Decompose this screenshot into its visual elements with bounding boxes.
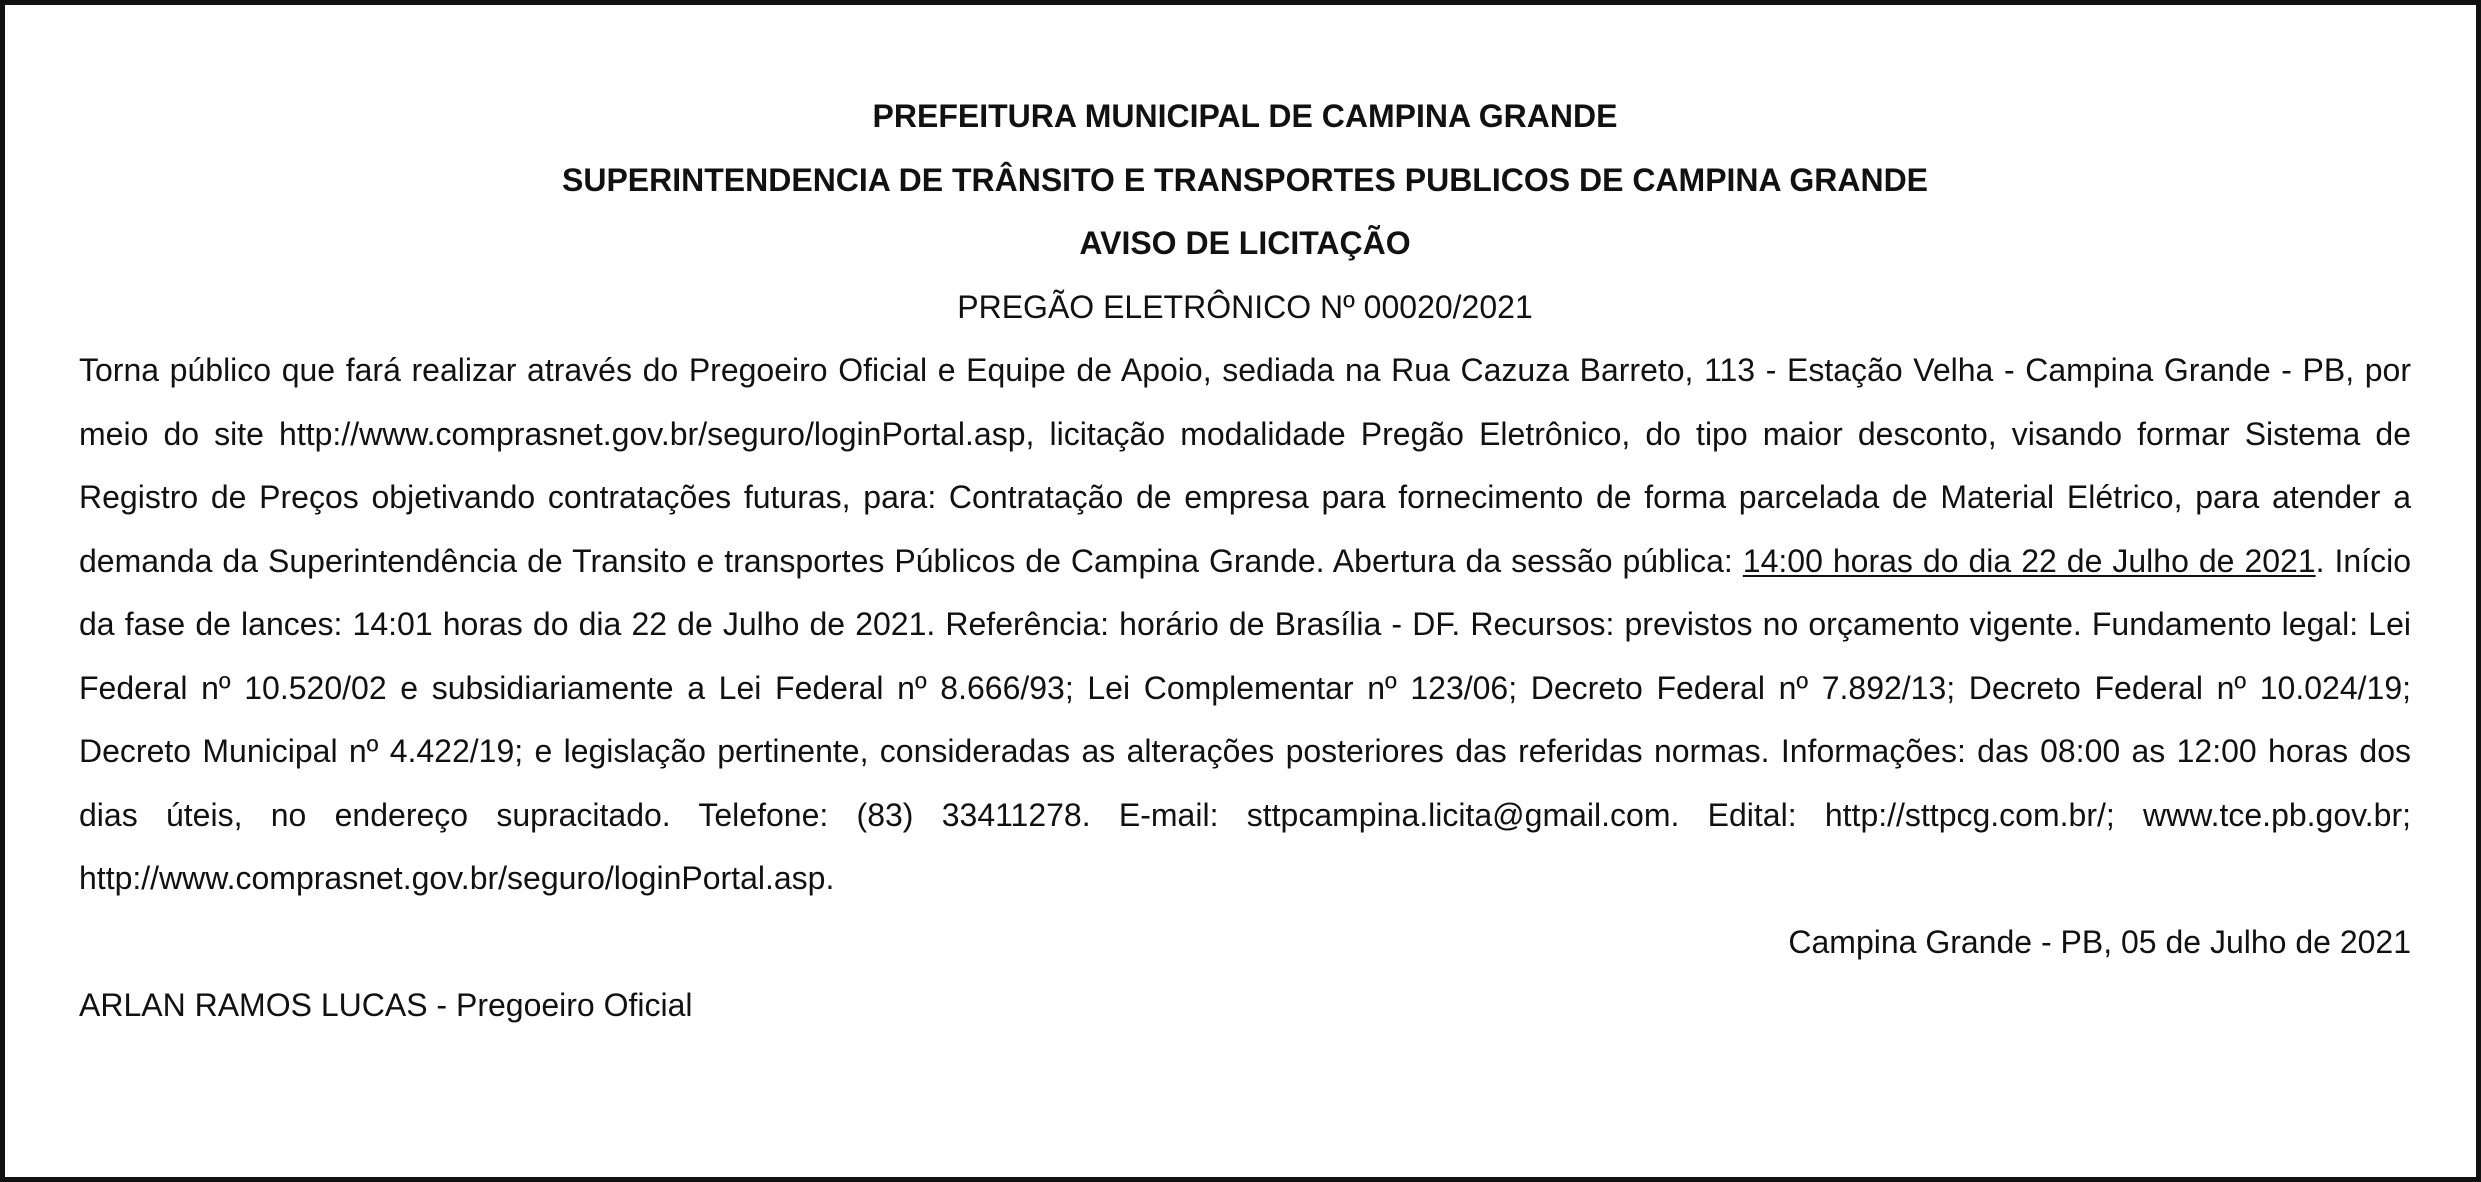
place-date: Campina Grande - PB, 05 de Julho de 2021 — [1788, 923, 2411, 960]
notice-body — [79, 339, 2411, 911]
body-text-part1: Torna público que fará realizar através do Pregoeiro Oficial e Equipe de Apoio, sediada na Rua Cazuza Barreto, 113 - Estação Velha - Campina Grande - PB, por meio do site http://www.comprasnet.gov.br/seguro/loginPortal.asp, licitação modalidade Pregão Eletrônico, do tipo maior desconto, visando formar Sistema de Registro de Preços objetivando contratações futuras, para: Contratação de empresa para fornecimento de forma parcelada de Material Elétrico, para atender a demanda da Superintendência de Transito e transportes Públicos de Campina Grande. Abertura da sessão pública: — [79, 352, 2411, 579]
notice-content — [79, 85, 2411, 1038]
body-text-part2: . Início da fase de lances: 14:01 horas do dia 22 de Julho de 2021. Referência: horário de Brasília - DF. Recursos: previstos no orçamento vigente. Fundamento legal: Lei Federal nº 10.520/02 e subsidiariamente a Lei Federal nº 8.666/93; Lei Complementar nº 123/06; Decreto Federal nº 7.892/13; Decreto Federal nº 10.024/19; Decreto Municipal nº 4.422/19; e legislação pertinente, consideradas as alterações posteriores das referidas normas. Informações: das 08:00 as 12:00 horas dos dias úteis, no endereço supracitado. Telefone: (83) 33411278. E-mail: sttpcampina.licita@gmail.com. Edital: http://sttpcg.com.br/; www.tce.pb.gov.br; http://www.comprasnet.gov.br/seguro/loginPortal.asp. — [79, 542, 2412, 896]
session-opening-datetime: 14:00 horas do dia 22 de Julho de 2021 — [1742, 542, 2316, 579]
header-municipality: PREFEITURA MUNICIPAL DE CAMPINA GRANDE — [872, 98, 1618, 134]
header-notice-title: AVISO DE LICITAÇÃO — [1079, 225, 1411, 261]
header-agency: SUPERINTENDENCIA DE TRÂNSITO E TRANSPORTES PUBLICOS DE CAMPINA GRANDE — [561, 161, 1929, 198]
signer-name: ARLAN RAMOS LUCAS - Pregoeiro Oficial — [79, 987, 693, 1023]
header-auction-number: PREGÃO ELETRÔNICO Nº 00020/2021 — [957, 288, 1533, 325]
